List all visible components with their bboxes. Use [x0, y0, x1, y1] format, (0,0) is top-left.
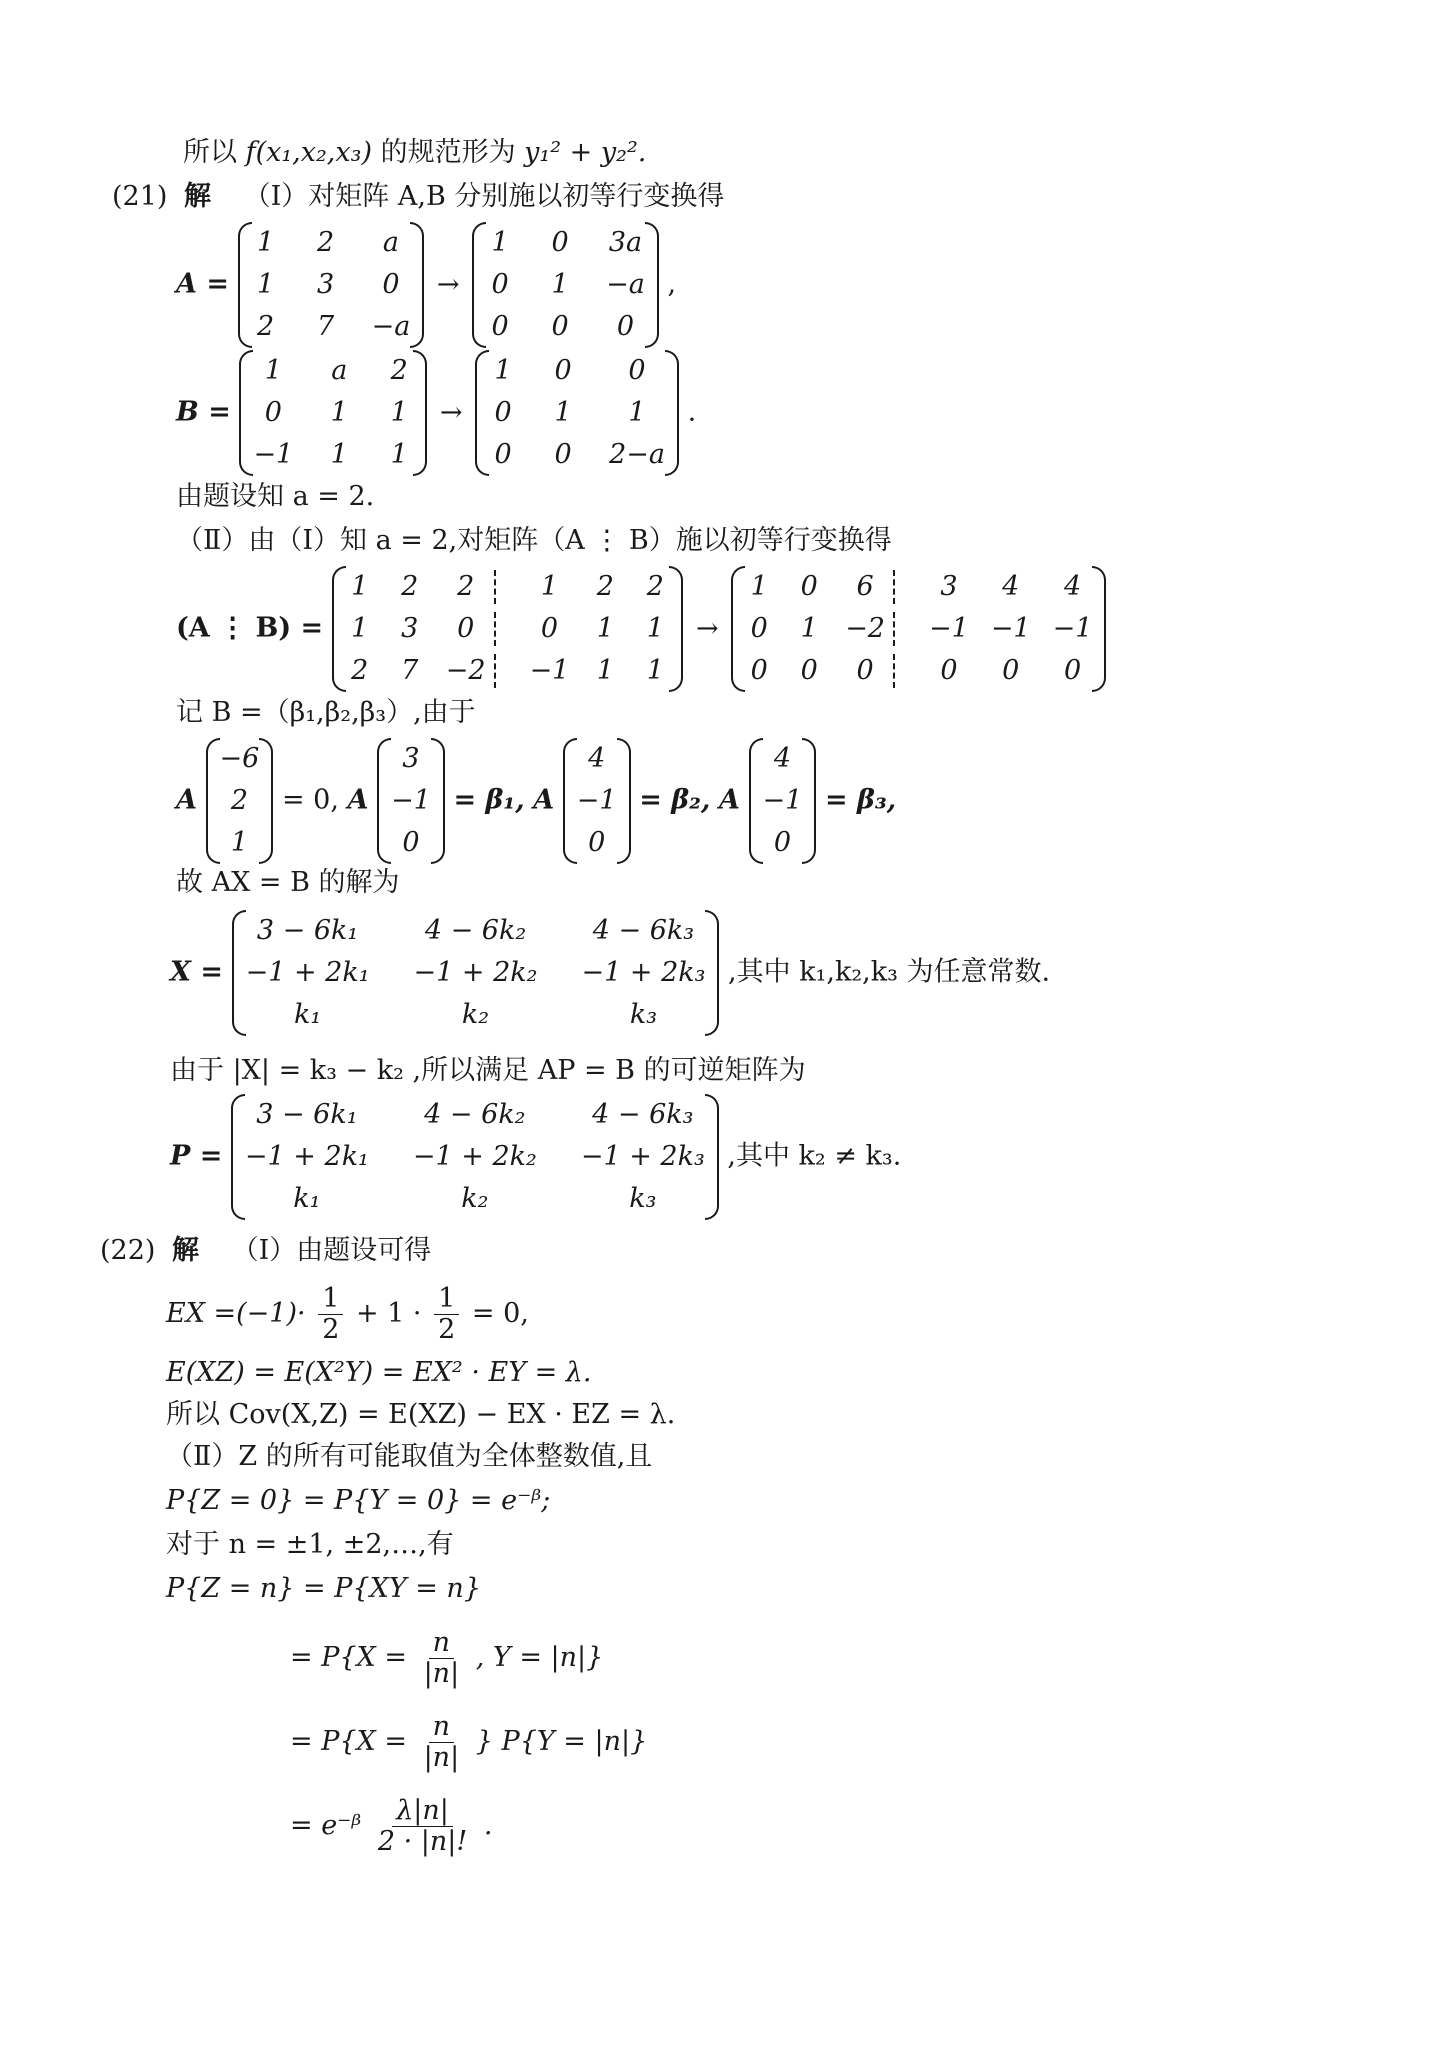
matrix-cell: k₂ [461, 999, 490, 1030]
matrix-cell: 0 [491, 269, 509, 300]
q21-matrix-P [170, 1094, 901, 1220]
matrix-cell: 0 [551, 227, 569, 258]
eq-beta2: = β₂, [639, 784, 711, 816]
label-AB: (A ⋮ B) = [176, 612, 324, 644]
matrix-cell: 0 [773, 827, 792, 858]
matrix-cell: −1 + 2k₃ [581, 957, 706, 988]
matrix-augmented-reduced [731, 566, 1106, 692]
matrix-cell: −a [371, 311, 411, 342]
matrix-cell: 0 [750, 613, 768, 644]
n-den-2: |n| [423, 1742, 460, 1773]
matrix-cell: 1 [256, 227, 275, 258]
fraction-n-2 [420, 1712, 464, 1773]
q22-number: (22) [100, 1235, 156, 1266]
augment-separator [893, 570, 895, 604]
fraction-n [420, 1628, 464, 1689]
step2-right: } P{Y = |n|} [475, 1726, 648, 1757]
label-A: A = [176, 268, 229, 300]
step1-left: = P{X = [290, 1642, 407, 1673]
final-num: λ|n| [392, 1796, 453, 1827]
label-P: P = [170, 1140, 223, 1172]
q22-jie: 解 [172, 1235, 200, 1266]
q22-ex-line [166, 1284, 529, 1345]
matrix-P [231, 1094, 719, 1220]
q20-f: f(x₁,x₂,x₃) [245, 137, 372, 168]
matrix-cell: 2 [351, 655, 369, 686]
eq-beta1: = β₁, [453, 784, 525, 816]
matrix-cell: 4 − 6k₃ [592, 915, 695, 946]
matrix-cell: 0 [494, 439, 512, 470]
matrix-cell: 0 [800, 571, 818, 602]
matrix-cell: 1 [390, 439, 408, 470]
q21-part1-heading: （Ⅰ）对矩阵 A,B 分别施以初等行变换得 [243, 181, 725, 212]
matrix-cell: 0 [750, 655, 768, 686]
matrix-cell: 4 [588, 743, 606, 774]
arrow-right-icon: → [439, 397, 463, 428]
matrix-cell: 1 [390, 397, 408, 428]
matrix-cell: 0 [554, 355, 572, 386]
half-den: 2 [322, 1314, 340, 1345]
matrix-B-reduced [475, 350, 679, 476]
matrix-cell: 2 [316, 227, 335, 258]
arrow-right-icon: → [436, 269, 460, 300]
matrix-cell: 1 [330, 397, 348, 428]
q22-cov-line: 所以 Cov(X,Z) = E(XZ) − EX · EZ = λ. [166, 1399, 676, 1430]
matrix-cell: 0 [457, 613, 475, 644]
matrix-cell: k₃ [629, 999, 658, 1030]
matrix-cell: 0 [540, 613, 559, 644]
matrix-cell: 4 [1002, 571, 1020, 602]
matrix-cell: 4 [1063, 571, 1082, 602]
q22-step2 [290, 1712, 647, 1773]
q22-pzn: P{Z = n} = P{XY = n} [166, 1573, 481, 1604]
matrix-cell: 0 [588, 827, 606, 858]
matrix-cell: 7 [316, 311, 335, 342]
eq-zero: = 0, [281, 784, 339, 816]
augment-separator [494, 654, 496, 688]
matrix-cell: 3 [316, 269, 335, 300]
matrix-cell: 4 − 6k₃ [592, 1099, 694, 1130]
q20-y: y₁² + y₂². [524, 137, 647, 168]
step1-right: , Y = |n|} [475, 1642, 604, 1673]
matrix-cell: 1 [554, 397, 572, 428]
matrix-cell: 2 [457, 571, 475, 602]
matrix-cell: 0 [402, 827, 420, 858]
q22-pz0: P{Z = 0} = P{Y = 0} = e⁻ᵝ; [166, 1485, 551, 1516]
matrix-cell: 3 [402, 743, 420, 774]
q21-vectors [176, 738, 896, 864]
matrix-cell: 3 [940, 571, 958, 602]
matrix-cell: 2 [646, 571, 664, 602]
matrix-cell: 1 [264, 355, 282, 386]
matrix-cell: −1 + 2k₂ [413, 957, 538, 988]
matrix-cell: −2 [845, 613, 885, 644]
half-num-2: 1 [434, 1284, 459, 1315]
augment-separator [893, 612, 895, 646]
ex-left: EX =(−1)· [166, 1298, 306, 1329]
matrix-cell: 1 [230, 827, 249, 858]
period: . [687, 396, 697, 428]
matrix-cell: 1 [596, 613, 614, 644]
matrix-cell: 0 [940, 655, 958, 686]
eq-beta3: = β₃, [824, 784, 897, 816]
matrix-cell: −1 + 2k₃ [580, 1141, 705, 1172]
matrix-cell: −1 [391, 785, 431, 816]
final-den: 2 · |n|! [377, 1826, 468, 1857]
matrix-cell: 4 − 6k₂ [424, 915, 527, 946]
matrix-cell: 4 − 6k₂ [424, 1099, 526, 1130]
q21-det-line: 由于 |X| = k₃ − k₂ ,所以满足 AP = B 的可逆矩阵为 [170, 1055, 806, 1086]
matrix-A-reduced [472, 222, 659, 348]
label-A5: A [718, 784, 740, 816]
matrix-cell: a [382, 227, 399, 258]
q21-jie: 解 [184, 181, 212, 212]
matrix-cell: 6 [856, 571, 874, 602]
q22-exz-line: E(XZ) = E(X²Y) = EX² · EY = λ. [166, 1357, 592, 1388]
vector-v1 [377, 738, 445, 864]
matrix-augmented [332, 566, 684, 692]
label-A3: A [347, 784, 369, 816]
matrix-cell: 0 [1002, 655, 1020, 686]
matrix-cell: 1 [256, 269, 275, 300]
ex-end: = 0, [471, 1298, 529, 1329]
matrix-cell: 1 [494, 355, 512, 386]
matrix-cell: 7 [401, 655, 419, 686]
half-num: 1 [318, 1284, 343, 1315]
q22-part1-heading: （Ⅰ）由题设可得 [231, 1235, 432, 1266]
label-B: B = [176, 396, 231, 428]
X-note: ,其中 k₁,k₂,k₃ 为任意常数. [728, 956, 1051, 988]
matrix-cell: 1 [351, 613, 369, 644]
augment-separator [893, 654, 895, 688]
q20-mid: 的规范形为 [380, 137, 516, 168]
q21-solution-intro: 故 AX = B 的解为 [176, 867, 400, 898]
matrix-cell: k₁ [293, 999, 322, 1030]
matrix-cell: −1 + 2k₂ [412, 1141, 537, 1172]
matrix-cell: 0 [382, 269, 400, 300]
q21-part2-heading: （Ⅱ）由（Ⅰ）知 a = 2,对矩阵（A ⋮ B）施以初等行变换得 [176, 525, 892, 556]
matrix-cell: 1 [491, 227, 509, 258]
matrix-cell: 1 [540, 571, 559, 602]
matrix-cell: 3a [608, 227, 643, 258]
matrix-cell: 0 [264, 397, 282, 428]
matrix-cell: 0 [1063, 655, 1082, 686]
q20-conclusion [183, 136, 646, 170]
matrix-cell: 1 [596, 655, 614, 686]
matrix-cell: 1 [750, 571, 768, 602]
fraction-half-2 [434, 1284, 459, 1345]
q22-step1 [290, 1628, 603, 1689]
matrix-cell: k₁ [293, 1183, 321, 1214]
q22-step3 [290, 1796, 492, 1857]
matrix-cell: −2 [445, 655, 486, 686]
matrix-cell: 3 − 6k₁ [256, 1099, 358, 1130]
matrix-cell: 0 [491, 311, 509, 342]
matrix-cell: 0 [551, 311, 569, 342]
matrix-X [232, 910, 720, 1036]
matrix-cell: k₂ [461, 1183, 489, 1214]
n-den: |n| [423, 1658, 460, 1689]
q22-heading [100, 1234, 431, 1268]
q21-augmented [176, 566, 1106, 692]
q21-matrix-A [176, 222, 676, 348]
q21-known-a: 由题设知 a = 2. [176, 481, 375, 512]
matrix-cell: 2 [230, 785, 249, 816]
P-note: ,其中 k₂ ≠ k₃. [727, 1140, 902, 1172]
matrix-cell: 3 [401, 613, 419, 644]
step3-end: . [483, 1810, 493, 1841]
q21-heading [112, 180, 724, 214]
arrow-right-icon: → [695, 613, 719, 644]
vector-v0 [206, 738, 274, 864]
matrix-cell: 1 [330, 439, 348, 470]
comma: , [667, 268, 677, 300]
matrix-cell: 4 [773, 743, 792, 774]
matrix-cell: −1 [576, 785, 617, 816]
label-A2: A [176, 784, 197, 816]
matrix-cell: −1 [990, 613, 1031, 644]
matrix-cell: −a [606, 269, 645, 300]
matrix-cell: 0 [554, 439, 572, 470]
q22-for-n: 对于 n = ±1, ±2,…,有 [166, 1529, 454, 1560]
matrix-cell: 2 [390, 355, 408, 386]
matrix-cell: −1 [529, 655, 570, 686]
matrix-cell: 0 [800, 655, 818, 686]
matrix-B [239, 350, 427, 476]
q20-prefix: 所以 [183, 137, 237, 168]
n-num-2: n [429, 1712, 454, 1743]
matrix-cell: −1 [253, 439, 294, 470]
matrix-cell: 1 [351, 571, 369, 602]
matrix-cell: 1 [800, 613, 818, 644]
matrix-cell: 0 [494, 397, 512, 428]
q21-number: (21) [112, 181, 168, 212]
matrix-cell: a [331, 355, 348, 386]
fraction-final [374, 1796, 471, 1857]
matrix-cell: 0 [856, 655, 874, 686]
matrix-cell: 2−a [609, 439, 665, 470]
matrix-cell: 1 [646, 655, 664, 686]
label-X: X = [170, 956, 223, 988]
matrix-A [238, 222, 425, 348]
augment-separator [494, 612, 496, 646]
matrix-cell: 1 [646, 613, 664, 644]
matrix-cell: 0 [628, 355, 646, 386]
matrix-cell: 2 [401, 571, 419, 602]
fraction-half [318, 1284, 343, 1345]
augment-separator [494, 570, 496, 604]
q21-denote: 记 B =（β₁,β₂,β₃）,由于 [176, 697, 476, 728]
label-A4: A [533, 784, 555, 816]
ex-mid: + 1 · [355, 1298, 422, 1329]
matrix-cell: −6 [219, 743, 260, 774]
q21-matrix-X [170, 910, 1050, 1036]
matrix-cell: −1 [762, 785, 803, 816]
matrix-cell: −1 + 2k₁ [245, 957, 370, 988]
matrix-cell: 1 [551, 269, 569, 300]
half-den-2: 2 [438, 1314, 456, 1345]
q22-part2-heading: （Ⅱ）Z 的所有可能取值为全体整数值,且 [166, 1441, 653, 1472]
matrix-cell: −1 [929, 613, 969, 644]
matrix-cell: 0 [616, 311, 635, 342]
matrix-cell: 2 [596, 571, 614, 602]
step2-left: = P{X = [290, 1726, 407, 1757]
matrix-cell: 3 − 6k₁ [256, 915, 359, 946]
q21-matrix-B [176, 350, 696, 476]
matrix-cell: −1 [1052, 613, 1093, 644]
vector-v3 [749, 738, 817, 864]
matrix-cell: −1 + 2k₁ [244, 1141, 369, 1172]
step3-left: = e⁻ᵝ [290, 1810, 362, 1841]
matrix-cell: 2 [256, 311, 275, 342]
matrix-cell: k₃ [629, 1183, 657, 1214]
matrix-cell: 1 [628, 397, 646, 428]
vector-v2 [563, 738, 631, 864]
n-num: n [429, 1628, 454, 1659]
